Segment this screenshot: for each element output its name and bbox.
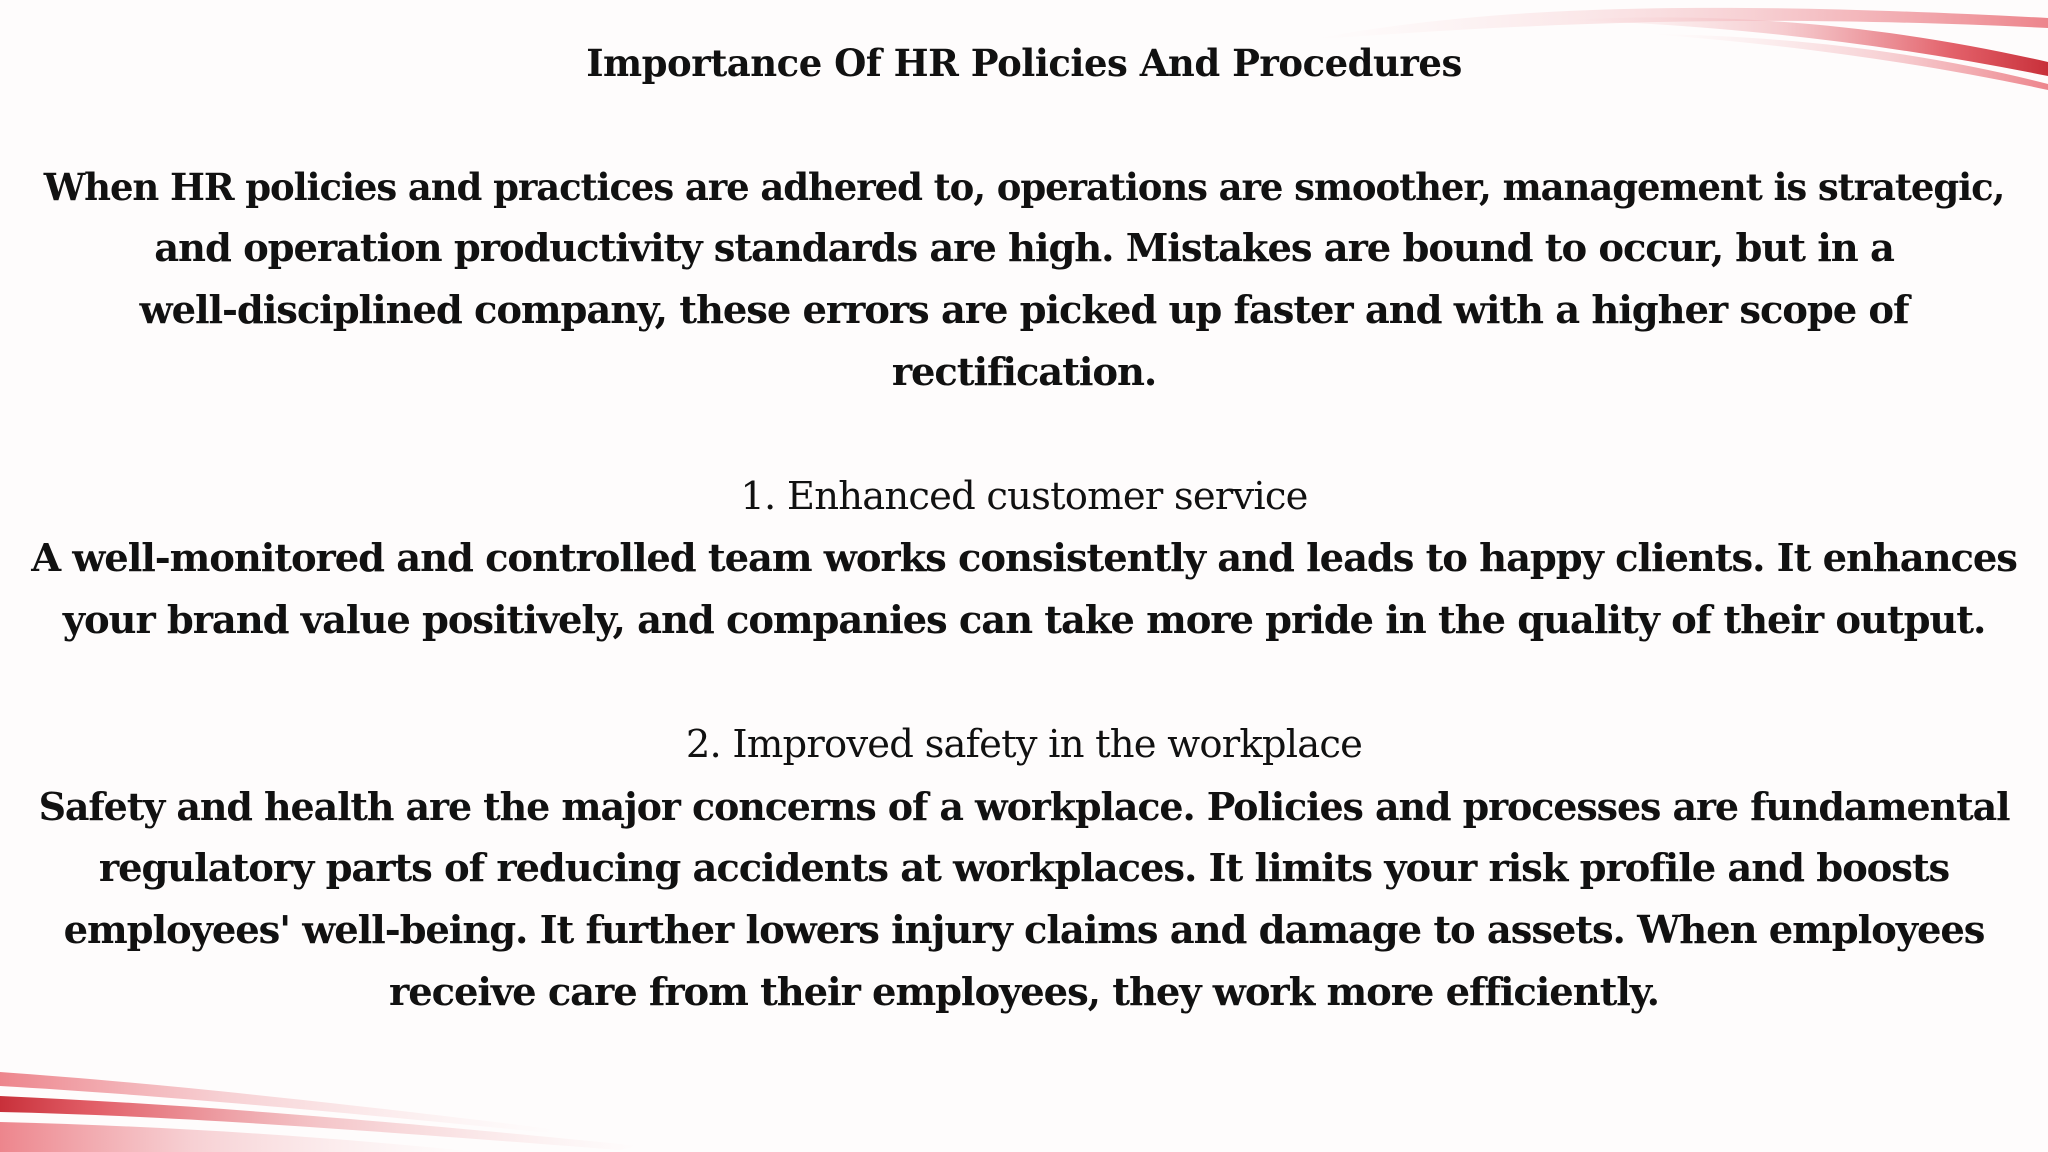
intro-paragraph bbox=[30, 156, 2018, 404]
slide-content bbox=[30, 32, 2018, 1024]
section-line: A well-monitored and controlled team works consistently and leads to happy clients. It enhances bbox=[31, 536, 2017, 581]
spacer bbox=[30, 652, 2018, 714]
intro-line: well-disciplined company, these errors are picked up faster and with a higher scope of bbox=[139, 288, 1909, 333]
intro-line: When HR policies and practices are adhered to, operations are smoother, management is strategic, bbox=[43, 165, 2005, 209]
decorative-swoosh-bottom bbox=[0, 1042, 760, 1152]
section-line: Safety and health are the major concerns of a workplace. Policies and processes are fundamental bbox=[38, 784, 2010, 829]
section-heading-customer-service: 1. Enhanced customer service bbox=[740, 474, 1308, 519]
spacer bbox=[30, 404, 2018, 466]
spacer bbox=[30, 94, 2018, 156]
section-heading-workplace-safety: 2. Improved safety in the workplace bbox=[685, 722, 1363, 767]
section-body-customer-service bbox=[30, 528, 2018, 652]
intro-line: rectification. bbox=[891, 350, 1157, 395]
section-line: your brand value positively, and companies can take more pride in the quality of their output. bbox=[62, 598, 1986, 643]
section-line: employees' well-being. It further lowers injury claims and damage to assets. When employees bbox=[63, 908, 1985, 953]
section-line: receive care from their employees, they work more efficiently. bbox=[389, 970, 1659, 1015]
intro-line: and operation productivity standards are high. Mistakes are bound to occur, but in a bbox=[154, 226, 1894, 271]
section-body-workplace-safety bbox=[30, 776, 2018, 1024]
slide-title: Importance Of HR Policies And Procedures bbox=[586, 41, 1462, 85]
section-line: regulatory parts of reducing accidents at workplaces. It limits your risk profile and boosts bbox=[98, 846, 1950, 891]
